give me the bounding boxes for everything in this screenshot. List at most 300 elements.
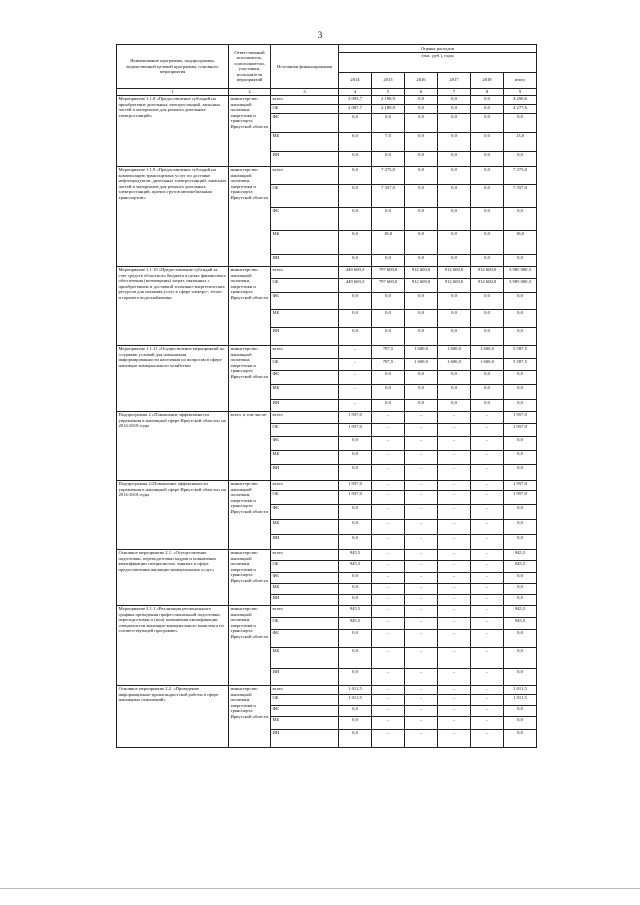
- amount-cell: 797 600,0: [372, 278, 405, 292]
- amount-cell: –: [471, 549, 504, 560]
- amount-cell: –: [471, 647, 504, 668]
- amount-cell: 0,0: [438, 207, 471, 230]
- amount-cell: 0,0: [471, 230, 504, 254]
- amount-cell: 0,0: [504, 572, 537, 583]
- amount-cell: –: [438, 450, 471, 464]
- amount-cell: –: [471, 560, 504, 572]
- amount-cell: –: [438, 534, 471, 549]
- amount-cell: –: [438, 464, 471, 480]
- amount-cell: 0,0: [339, 436, 372, 450]
- amount-cell: 0,0: [405, 292, 438, 309]
- amount-cell: 0,0: [504, 705, 537, 716]
- amount-cell: –: [372, 560, 405, 572]
- amount-cell: –: [471, 685, 504, 694]
- amount-cell: 0,0: [405, 151, 438, 166]
- amount-cell: –: [471, 490, 504, 504]
- funding-source-cell: ФБ: [271, 629, 339, 647]
- amount-cell: –: [339, 370, 372, 384]
- amount-cell: 0,0: [405, 95, 438, 104]
- funding-source-cell: ИИ: [271, 464, 339, 480]
- amount-cell: –: [405, 629, 438, 647]
- amount-cell: 0,0: [405, 370, 438, 384]
- amount-cell: 0,0: [504, 207, 537, 230]
- amount-cell: 0,0: [471, 292, 504, 309]
- amount-cell: –: [405, 423, 438, 436]
- responsible-cell: министерство жилищной политики, энергетики и транспорта Иркутской области: [229, 166, 271, 266]
- amount-cell: 0,0: [504, 534, 537, 549]
- header-estimate: Оценка расходов: [339, 45, 537, 53]
- amount-cell: –: [438, 716, 471, 729]
- amount-cell: 0,0: [438, 309, 471, 327]
- responsible-cell: министерство жилищной политики, энергетики и транспорта Иркутской области: [229, 266, 271, 345]
- column-index: 4: [339, 88, 372, 95]
- amount-cell: –: [339, 345, 372, 358]
- responsible-cell: министерство жилищной политики, энергетики и транспорта Иркутской области: [229, 95, 271, 166]
- header-year: итого: [504, 72, 537, 88]
- responsible-cell: министерство жилищной политики, энергетики и транспорта Иркутской области: [229, 605, 271, 685]
- amount-cell: 0,0: [438, 104, 471, 113]
- amount-cell: –: [372, 647, 405, 668]
- funding-source-cell: всего: [271, 411, 339, 423]
- program-name-cell: Основное мероприятие 2.1. «Осуществление подготовки, переподготовки кадров и повышения квалификации специалистов, занятых в сфере предоставления жилищно-коммунальных услуг»: [117, 549, 229, 605]
- amount-cell: 0,0: [339, 207, 372, 230]
- amount-cell: –: [405, 490, 438, 504]
- amount-cell: 0,0: [438, 184, 471, 207]
- amount-cell: 787,5: [372, 345, 405, 358]
- funding-source-cell: МБ: [271, 450, 339, 464]
- amount-cell: 2 093,7: [339, 95, 372, 104]
- amount-cell: 0,0: [438, 95, 471, 104]
- amount-cell: –: [339, 358, 372, 370]
- amount-cell: 1 011,5: [339, 694, 372, 705]
- funding-source-cell: ФБ: [271, 572, 339, 583]
- amount-cell: 0,0: [438, 370, 471, 384]
- responsible-cell: министерство жилищной политики, энергетики и транспорта Иркутской области: [229, 480, 271, 549]
- amount-cell: 0,0: [405, 327, 438, 345]
- amount-cell: 1 600,0: [405, 358, 438, 370]
- amount-cell: –: [405, 549, 438, 560]
- amount-cell: 912 600,0: [438, 266, 471, 278]
- responsible-cell: министерство жилищной политики, энергетики и транспорта Иркутской области: [229, 549, 271, 605]
- amount-cell: 0,0: [372, 370, 405, 384]
- amount-cell: –: [438, 436, 471, 450]
- amount-cell: –: [438, 572, 471, 583]
- amount-cell: –: [471, 583, 504, 594]
- amount-cell: 0,0: [504, 151, 537, 166]
- amount-cell: 0,0: [504, 716, 537, 729]
- column-index: 7: [438, 88, 471, 95]
- scan-bottom-edge: [0, 888, 640, 889]
- amount-cell: 0,0: [372, 384, 405, 399]
- amount-cell: –: [372, 436, 405, 450]
- amount-cell: 0,0: [372, 207, 405, 230]
- amount-cell: –: [405, 572, 438, 583]
- amount-cell: –: [471, 716, 504, 729]
- amount-cell: –: [471, 464, 504, 480]
- funding-source-cell: МБ: [271, 647, 339, 668]
- amount-cell: 1 600,0: [471, 345, 504, 358]
- amount-cell: –: [471, 705, 504, 716]
- funding-source-cell: МБ: [271, 230, 339, 254]
- amount-cell: –: [372, 519, 405, 534]
- amount-cell: –: [405, 436, 438, 450]
- funding-source-cell: ИИ: [271, 729, 339, 747]
- amount-cell: 0,0: [504, 629, 537, 647]
- amount-cell: 7 357,0: [372, 184, 405, 207]
- funding-source-cell: ОБ: [271, 490, 339, 504]
- amount-cell: 0,0: [339, 705, 372, 716]
- amount-cell: –: [372, 594, 405, 605]
- amount-cell: –: [405, 504, 438, 519]
- column-index-row: [117, 88, 537, 95]
- amount-cell: 3 985 000,3: [504, 266, 537, 278]
- funding-source-cell: МБ: [271, 132, 339, 151]
- funding-source-cell: ИИ: [271, 254, 339, 266]
- funding-source-cell: ОБ: [271, 617, 339, 629]
- amount-cell: 4 277,6: [504, 104, 537, 113]
- amount-cell: 0,0: [339, 309, 372, 327]
- amount-cell: 1 957,0: [504, 423, 537, 436]
- amount-cell: –: [405, 519, 438, 534]
- funding-source-cell: всего: [271, 685, 339, 694]
- funding-source-cell: ИИ: [271, 534, 339, 549]
- amount-cell: 1 011,5: [504, 685, 537, 694]
- amount-cell: 0,0: [471, 95, 504, 104]
- amount-cell: 0,0: [405, 309, 438, 327]
- amount-cell: 0,0: [372, 292, 405, 309]
- amount-cell: 0,0: [339, 184, 372, 207]
- header-year: 2014: [339, 72, 372, 88]
- amount-cell: –: [438, 629, 471, 647]
- amount-cell: –: [471, 436, 504, 450]
- funding-source-cell: МБ: [271, 519, 339, 534]
- funding-source-cell: ИИ: [271, 399, 339, 411]
- amount-cell: 4 290,6: [504, 95, 537, 104]
- amount-cell: 0,0: [471, 113, 504, 132]
- amount-cell: 1 957,0: [504, 411, 537, 423]
- amount-cell: –: [372, 411, 405, 423]
- amount-cell: 0,0: [339, 729, 372, 747]
- amount-cell: 1 600,0: [438, 358, 471, 370]
- amount-cell: –: [471, 480, 504, 490]
- header-year: 2017: [438, 72, 471, 88]
- amount-cell: –: [372, 549, 405, 560]
- page-number: 3: [317, 30, 323, 40]
- funding-source-cell: всего: [271, 95, 339, 104]
- funding-source-cell: всего: [271, 166, 339, 184]
- amount-cell: 912 600,0: [471, 266, 504, 278]
- amount-cell: 0,0: [339, 534, 372, 549]
- table-row: [117, 605, 537, 617]
- table-row: [117, 411, 537, 423]
- funding-source-cell: ИИ: [271, 327, 339, 345]
- amount-cell: 0,0: [504, 384, 537, 399]
- amount-cell: 945,5: [339, 560, 372, 572]
- amount-cell: –: [405, 450, 438, 464]
- amount-cell: –: [471, 729, 504, 747]
- funding-source-cell: ФБ: [271, 370, 339, 384]
- amount-cell: 5 587,5: [504, 345, 537, 358]
- amount-cell: 0,0: [372, 151, 405, 166]
- amount-cell: –: [438, 490, 471, 504]
- amount-cell: –: [438, 729, 471, 747]
- amount-cell: 1 957,0: [339, 490, 372, 504]
- amount-cell: 797 600,0: [372, 266, 405, 278]
- amount-cell: –: [405, 594, 438, 605]
- funding-source-cell: МБ: [271, 583, 339, 594]
- funding-source-cell: ФБ: [271, 207, 339, 230]
- amount-cell: 0,0: [504, 113, 537, 132]
- amount-cell: –: [405, 583, 438, 594]
- funding-source-cell: МБ: [271, 309, 339, 327]
- amount-cell: 0,0: [339, 519, 372, 534]
- amount-cell: 0,0: [471, 132, 504, 151]
- amount-cell: 0,0: [504, 519, 537, 534]
- amount-cell: 1 011,5: [339, 685, 372, 694]
- table-row: [117, 166, 537, 184]
- amount-cell: 1 957,0: [504, 490, 537, 504]
- amount-cell: 0,0: [405, 113, 438, 132]
- amount-cell: 945,5: [339, 549, 372, 560]
- amount-cell: 0,0: [438, 399, 471, 411]
- amount-cell: 0,0: [405, 184, 438, 207]
- funding-source-cell: всего: [271, 480, 339, 490]
- funding-source-cell: всего: [271, 549, 339, 560]
- funding-source-cell: ФБ: [271, 113, 339, 132]
- amount-cell: –: [405, 729, 438, 747]
- amount-cell: 0,0: [504, 647, 537, 668]
- amount-cell: –: [438, 411, 471, 423]
- amount-cell: 0,0: [471, 151, 504, 166]
- amount-cell: 0,0: [405, 230, 438, 254]
- amount-cell: 1 600,0: [405, 345, 438, 358]
- amount-cell: 0,0: [372, 309, 405, 327]
- header-source: Источники финансирования: [271, 45, 339, 89]
- funding-source-cell: ИИ: [271, 594, 339, 605]
- amount-cell: –: [405, 685, 438, 694]
- header-estimate-sub: (тыс. руб.), годы: [339, 52, 537, 72]
- amount-cell: –: [471, 694, 504, 705]
- amount-cell: 0,0: [504, 464, 537, 480]
- amount-cell: 1 957,0: [339, 423, 372, 436]
- funding-source-cell: ОБ: [271, 278, 339, 292]
- amount-cell: 1 011,5: [504, 694, 537, 705]
- funding-source-cell: всего: [271, 605, 339, 617]
- amount-cell: 945,5: [504, 605, 537, 617]
- amount-cell: 5 587,5: [504, 358, 537, 370]
- amount-cell: –: [372, 716, 405, 729]
- amount-cell: 0,0: [339, 668, 372, 685]
- amount-cell: 0,0: [438, 230, 471, 254]
- amount-cell: 945,5: [504, 549, 537, 560]
- column-index: 3: [271, 88, 339, 95]
- amount-cell: 0,0: [339, 113, 372, 132]
- header-responsible: Ответственный исполнитель, соисполнители, участники, исполнители мероприятий: [229, 45, 271, 89]
- budget-table: [116, 44, 537, 748]
- amount-cell: –: [405, 560, 438, 572]
- header-year: 2018: [471, 72, 504, 88]
- amount-cell: 0,0: [339, 583, 372, 594]
- amount-cell: –: [372, 534, 405, 549]
- amount-cell: –: [405, 464, 438, 480]
- amount-cell: 3 985 000,3: [504, 278, 537, 292]
- header-year: 2015: [372, 72, 405, 88]
- amount-cell: 945,5: [339, 605, 372, 617]
- amount-cell: 7,0: [372, 132, 405, 151]
- amount-cell: 0,0: [339, 327, 372, 345]
- amount-cell: 2 196,9: [372, 95, 405, 104]
- program-name-cell: Мероприятие 1.1.10 «Предоставление субсидий за счет средств областного бюджета в целях финансового обеспечения (возмещения) затрат, связанных с приобретением и доставкой топливно-энергетических ресурсов для оказания услуг в сфере электро-, тепло- и горячего водоснабжения»: [117, 266, 229, 345]
- funding-source-cell: ОБ: [271, 358, 339, 370]
- funding-source-cell: ФБ: [271, 504, 339, 519]
- amount-cell: –: [405, 411, 438, 423]
- amount-cell: –: [372, 705, 405, 716]
- amount-cell: 0,0: [504, 254, 537, 266]
- amount-cell: 0,0: [471, 399, 504, 411]
- amount-cell: –: [438, 705, 471, 716]
- amount-cell: 0,0: [471, 166, 504, 184]
- amount-cell: 1 600,0: [438, 345, 471, 358]
- amount-cell: –: [372, 668, 405, 685]
- funding-source-cell: ИИ: [271, 151, 339, 166]
- amount-cell: –: [438, 583, 471, 594]
- amount-cell: 0,0: [339, 230, 372, 254]
- amount-cell: 912 600,0: [405, 266, 438, 278]
- amount-cell: 13,0: [504, 132, 537, 151]
- amount-cell: –: [438, 560, 471, 572]
- amount-cell: 18,0: [504, 230, 537, 254]
- amount-cell: 0,0: [438, 384, 471, 399]
- amount-cell: 0,0: [405, 254, 438, 266]
- responsible-cell: всего, в том числе:: [229, 411, 271, 480]
- funding-source-cell: ОБ: [271, 560, 339, 572]
- amount-cell: 0,0: [339, 572, 372, 583]
- amount-cell: 0,0: [339, 594, 372, 605]
- amount-cell: 0,0: [504, 668, 537, 685]
- program-name-cell: Мероприятие 1.1.9 «Предоставление субсидий на компенсацию транспортных услуг по доставке нефтепродуктов, дизельных электростанций, запасных частей и материалов для ремонта дизельных электростанций, прочих грузов автомобильным транспортом»: [117, 166, 229, 266]
- amount-cell: –: [372, 490, 405, 504]
- amount-cell: 1 957,0: [339, 411, 372, 423]
- amount-cell: 1 957,0: [504, 480, 537, 490]
- amount-cell: 912 600,0: [438, 278, 471, 292]
- amount-cell: –: [372, 629, 405, 647]
- funding-source-cell: ИИ: [271, 668, 339, 685]
- amount-cell: –: [438, 694, 471, 705]
- program-name-cell: Основное мероприятие 2.2. «Проведение информационно-пропагандистской работы в сфере жилищных отношений»: [117, 685, 229, 747]
- amount-cell: 0,0: [471, 384, 504, 399]
- funding-source-cell: ФБ: [271, 705, 339, 716]
- amount-cell: –: [471, 423, 504, 436]
- amount-cell: 0,0: [405, 132, 438, 151]
- amount-cell: 1 600,0: [471, 358, 504, 370]
- amount-cell: 0,0: [438, 292, 471, 309]
- amount-cell: 0,0: [339, 254, 372, 266]
- amount-cell: –: [405, 694, 438, 705]
- table-body: [117, 95, 537, 747]
- amount-cell: –: [405, 668, 438, 685]
- amount-cell: –: [438, 519, 471, 534]
- amount-cell: 0,0: [372, 113, 405, 132]
- column-index: 8: [471, 88, 504, 95]
- amount-cell: 945,5: [504, 617, 537, 629]
- amount-cell: –: [339, 384, 372, 399]
- amount-cell: –: [405, 605, 438, 617]
- amount-cell: 0,0: [405, 166, 438, 184]
- amount-cell: –: [438, 549, 471, 560]
- program-name-cell: Мероприятие 2.1.1 «Реализация регионального графика проведения профессиональной подготовки, переподготовки и (или) повышения квалификации специалистов жилищно-коммунального комплекса по соответствующей программе»: [117, 605, 229, 685]
- amount-cell: 0,0: [471, 327, 504, 345]
- amount-cell: –: [471, 668, 504, 685]
- amount-cell: 7 357,0: [504, 184, 537, 207]
- amount-cell: 0,0: [339, 292, 372, 309]
- column-index: 6: [405, 88, 438, 95]
- amount-cell: 0,0: [504, 504, 537, 519]
- table-row: [117, 685, 537, 694]
- amount-cell: 0,0: [339, 629, 372, 647]
- amount-cell: 0,0: [504, 729, 537, 747]
- funding-source-cell: ОБ: [271, 694, 339, 705]
- amount-cell: 0,0: [339, 716, 372, 729]
- amount-cell: –: [372, 572, 405, 583]
- amount-cell: 2 189,9: [372, 104, 405, 113]
- funding-source-cell: ОБ: [271, 423, 339, 436]
- amount-cell: 0,0: [339, 464, 372, 480]
- amount-cell: 0,0: [372, 327, 405, 345]
- table-row: [117, 345, 537, 358]
- amount-cell: 0,0: [471, 207, 504, 230]
- amount-cell: –: [438, 423, 471, 436]
- table-header: [117, 45, 537, 96]
- amount-cell: 0,0: [405, 104, 438, 113]
- amount-cell: 0,0: [504, 436, 537, 450]
- amount-cell: –: [405, 705, 438, 716]
- amount-cell: –: [471, 450, 504, 464]
- amount-cell: 0,0: [438, 113, 471, 132]
- program-name-cell: Мероприятие 1.1.11 «Осуществление мероприятий по созданию условий для повышения информированности населения по вопросам в сфере жилищно-коммунального хозяйства»: [117, 345, 229, 411]
- amount-cell: –: [405, 617, 438, 629]
- amount-cell: 0,0: [504, 292, 537, 309]
- amount-cell: –: [438, 504, 471, 519]
- amount-cell: 787,5: [372, 358, 405, 370]
- amount-cell: 0,0: [471, 104, 504, 113]
- amount-cell: –: [405, 534, 438, 549]
- amount-cell: 0,0: [504, 309, 537, 327]
- amount-cell: –: [372, 583, 405, 594]
- amount-cell: 0,0: [471, 309, 504, 327]
- amount-cell: –: [372, 423, 405, 436]
- amount-cell: 6,0: [339, 132, 372, 151]
- amount-cell: 0,0: [504, 450, 537, 464]
- amount-cell: –: [438, 594, 471, 605]
- amount-cell: 0,0: [405, 207, 438, 230]
- amount-cell: –: [471, 594, 504, 605]
- amount-cell: –: [438, 617, 471, 629]
- amount-cell: –: [405, 480, 438, 490]
- amount-cell: 1 957,0: [339, 480, 372, 490]
- program-name-cell: Подпрограмма 2«Повышение эффективности управления в жилищной сфере Иркутской области» на 2014-2018 годы: [117, 480, 229, 549]
- amount-cell: –: [471, 605, 504, 617]
- amount-cell: –: [438, 685, 471, 694]
- amount-cell: 0,0: [339, 647, 372, 668]
- amount-cell: –: [372, 504, 405, 519]
- amount-cell: –: [471, 534, 504, 549]
- header-year: 2016: [405, 72, 438, 88]
- amount-cell: 0,0: [504, 370, 537, 384]
- funding-source-cell: ФБ: [271, 436, 339, 450]
- amount-cell: –: [438, 480, 471, 490]
- amount-cell: 2 087,7: [339, 104, 372, 113]
- amount-cell: 0,0: [504, 399, 537, 411]
